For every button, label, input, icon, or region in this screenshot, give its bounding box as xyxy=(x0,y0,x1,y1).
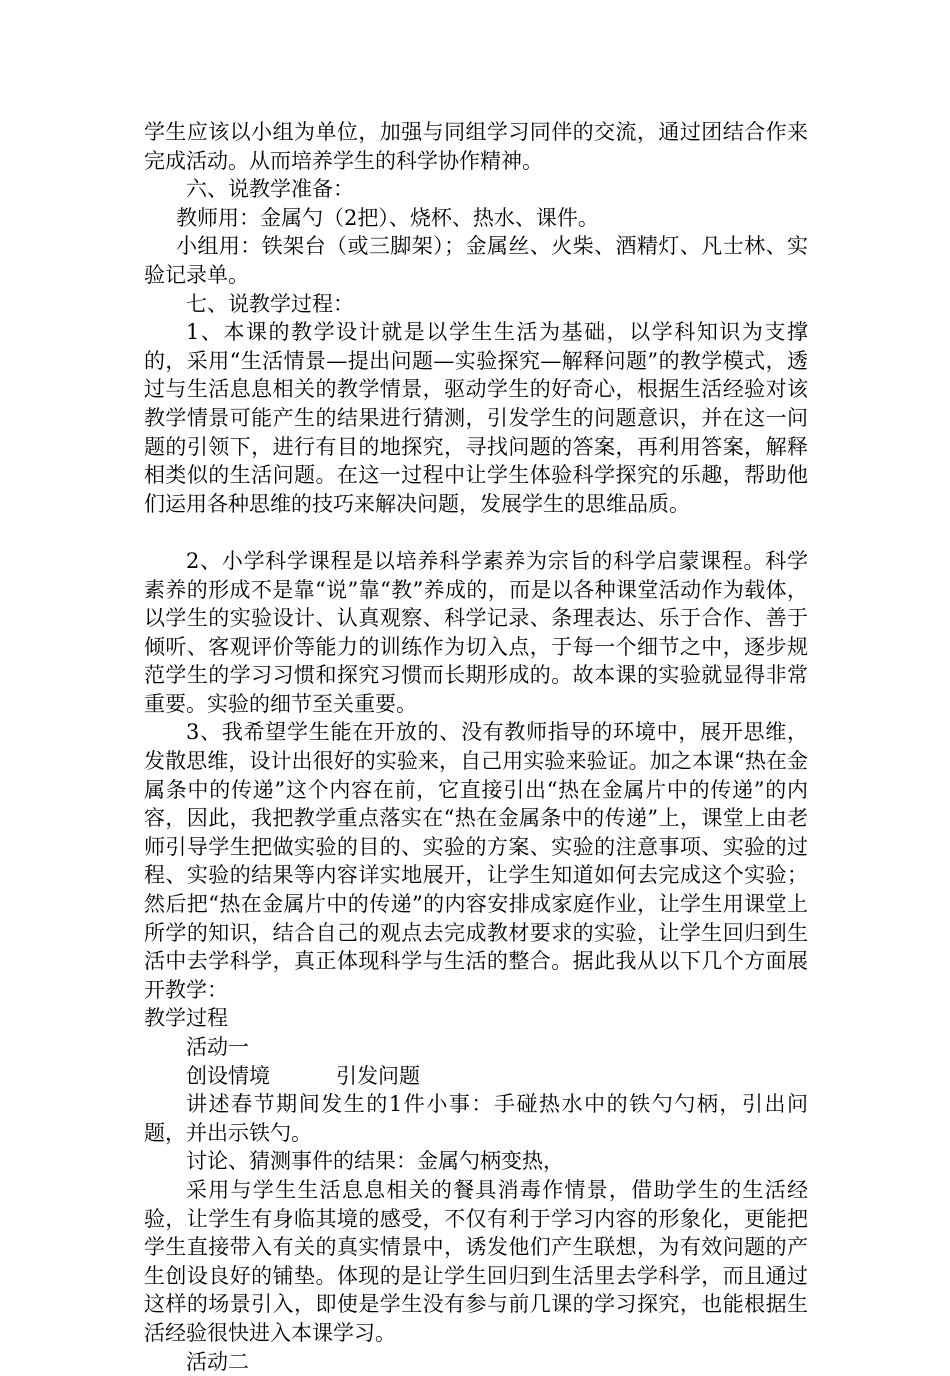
group-materials: 小组用：铁架台（或三脚架）；金属丝、火柴、酒精灯、凡士林、实验记录单。 xyxy=(144,234,808,287)
blank-line xyxy=(144,518,808,547)
heading-teaching-process: 七、说教学过程： xyxy=(186,291,354,316)
heading-teaching-preparation: 六、说教学准备： xyxy=(186,177,354,202)
paragraph-design-principle: 1、本课的教学设计就是以学生生活为基础，以学科知识为支撑的，采用“生活情景—提出问题—实验探究—解释问题”的教学模式，透过与生活息息相关的教学情景，驱动学生的好奇心，根据生活经验对该教学情景可能产生的结果进行猜测，引发学生的问题意识，并在这一问题的引领下，进行有目的地探究，寻找问题的答案，再利用答案，解释相类似的生活问题。在这一过程中让学生体验科学探究的乐趣，帮助他们运用各种思维的技巧来解决问题，发展学生的思维品质。 xyxy=(144,320,808,516)
paragraph-science-literacy: 2、小学科学课程是以培养科学素养为宗旨的科学启蒙课程。科学素养的形成不是靠“说”靠“教”养成的，而是以各种课堂活动作为载体，以学生的实验设计、认真观察、科学记录、条理表达、乐于合作、善于倾听、客观评价等能力的训练作为切入点，于每一个细节之中，逐步规范学生的学习习惯和探究习惯而长期形成的。故本课的实验就显得非常重要。实验的细节至关重要。 xyxy=(144,548,808,716)
teacher-materials: 教师用：金属勺（2把）、烧杯、热水、课件。 xyxy=(176,205,599,230)
paragraph-scenario: 采用与学生生活息息相关的餐具消毒作情景，借助学生的生活经验，让学生有身临其境的感受，不仅有利于学习内容的形象化，更能把学生直接带入有关的真实情景中，诱发他们产生联想，为有效问题的产生创设良好的铺垫。体现的是让学生回归到生活里去学科学，而且通过这样的场景引入，即使是学生没有参与前几课的学习探究，也能根据生活经验很快进入本课学习。 xyxy=(144,1177,808,1345)
document-body xyxy=(144,118,808,1376)
heading-process-label: 教学过程 xyxy=(144,1006,228,1031)
subtitle-raise-question: 引发问题 xyxy=(336,1063,420,1088)
paragraph-open-experiment: 3、我希望学生能在开放的、没有教师指导的环境中，展开思维，发散思维，设计出很好的实验来，自己用实验来验证。加之本课“热在金属条中的传递”这个内容在前，它直接引出“热在金属片中的传递”的内容，因此，我把教学重点落实在“热在金属条中的传递”上，课堂上由老师引导学生把做实验的目的、实验的方案、实验的注意事项、实验的过程、实验的结果等内容详实地展开，让学生知道如何去完成这个实验；然后把“热在金属片中的传递”的内容安排成家庭作业，让学生用课堂上所学的知识，结合自己的观点去完成教材要求的实验，让学生回归到生活中去学科学，真正体现科学与生活的整合。据此我从以下几个方面展开教学： xyxy=(144,720,808,1002)
paragraph-group-collaboration: 学生应该以小组为单位，加强与同组学习同伴的交流，通过团结合作来完成活动。从而培养学生的科学协作精神。 xyxy=(144,120,808,173)
activity-two-label: 活动二 xyxy=(186,1349,249,1374)
activity-one-label: 活动一 xyxy=(186,1035,249,1059)
activity-one-subtitle xyxy=(144,1062,808,1091)
paragraph-story: 讲述春节期间发生的1件小事：手碰热水中的铁勺勺柄，引出问题，并出示铁勺。 xyxy=(144,1092,808,1145)
paragraph-discussion: 讨论、猜测事件的结果：金属勺柄变热， xyxy=(186,1149,564,1174)
subtitle-create-situation: 创设情境 xyxy=(186,1063,270,1088)
